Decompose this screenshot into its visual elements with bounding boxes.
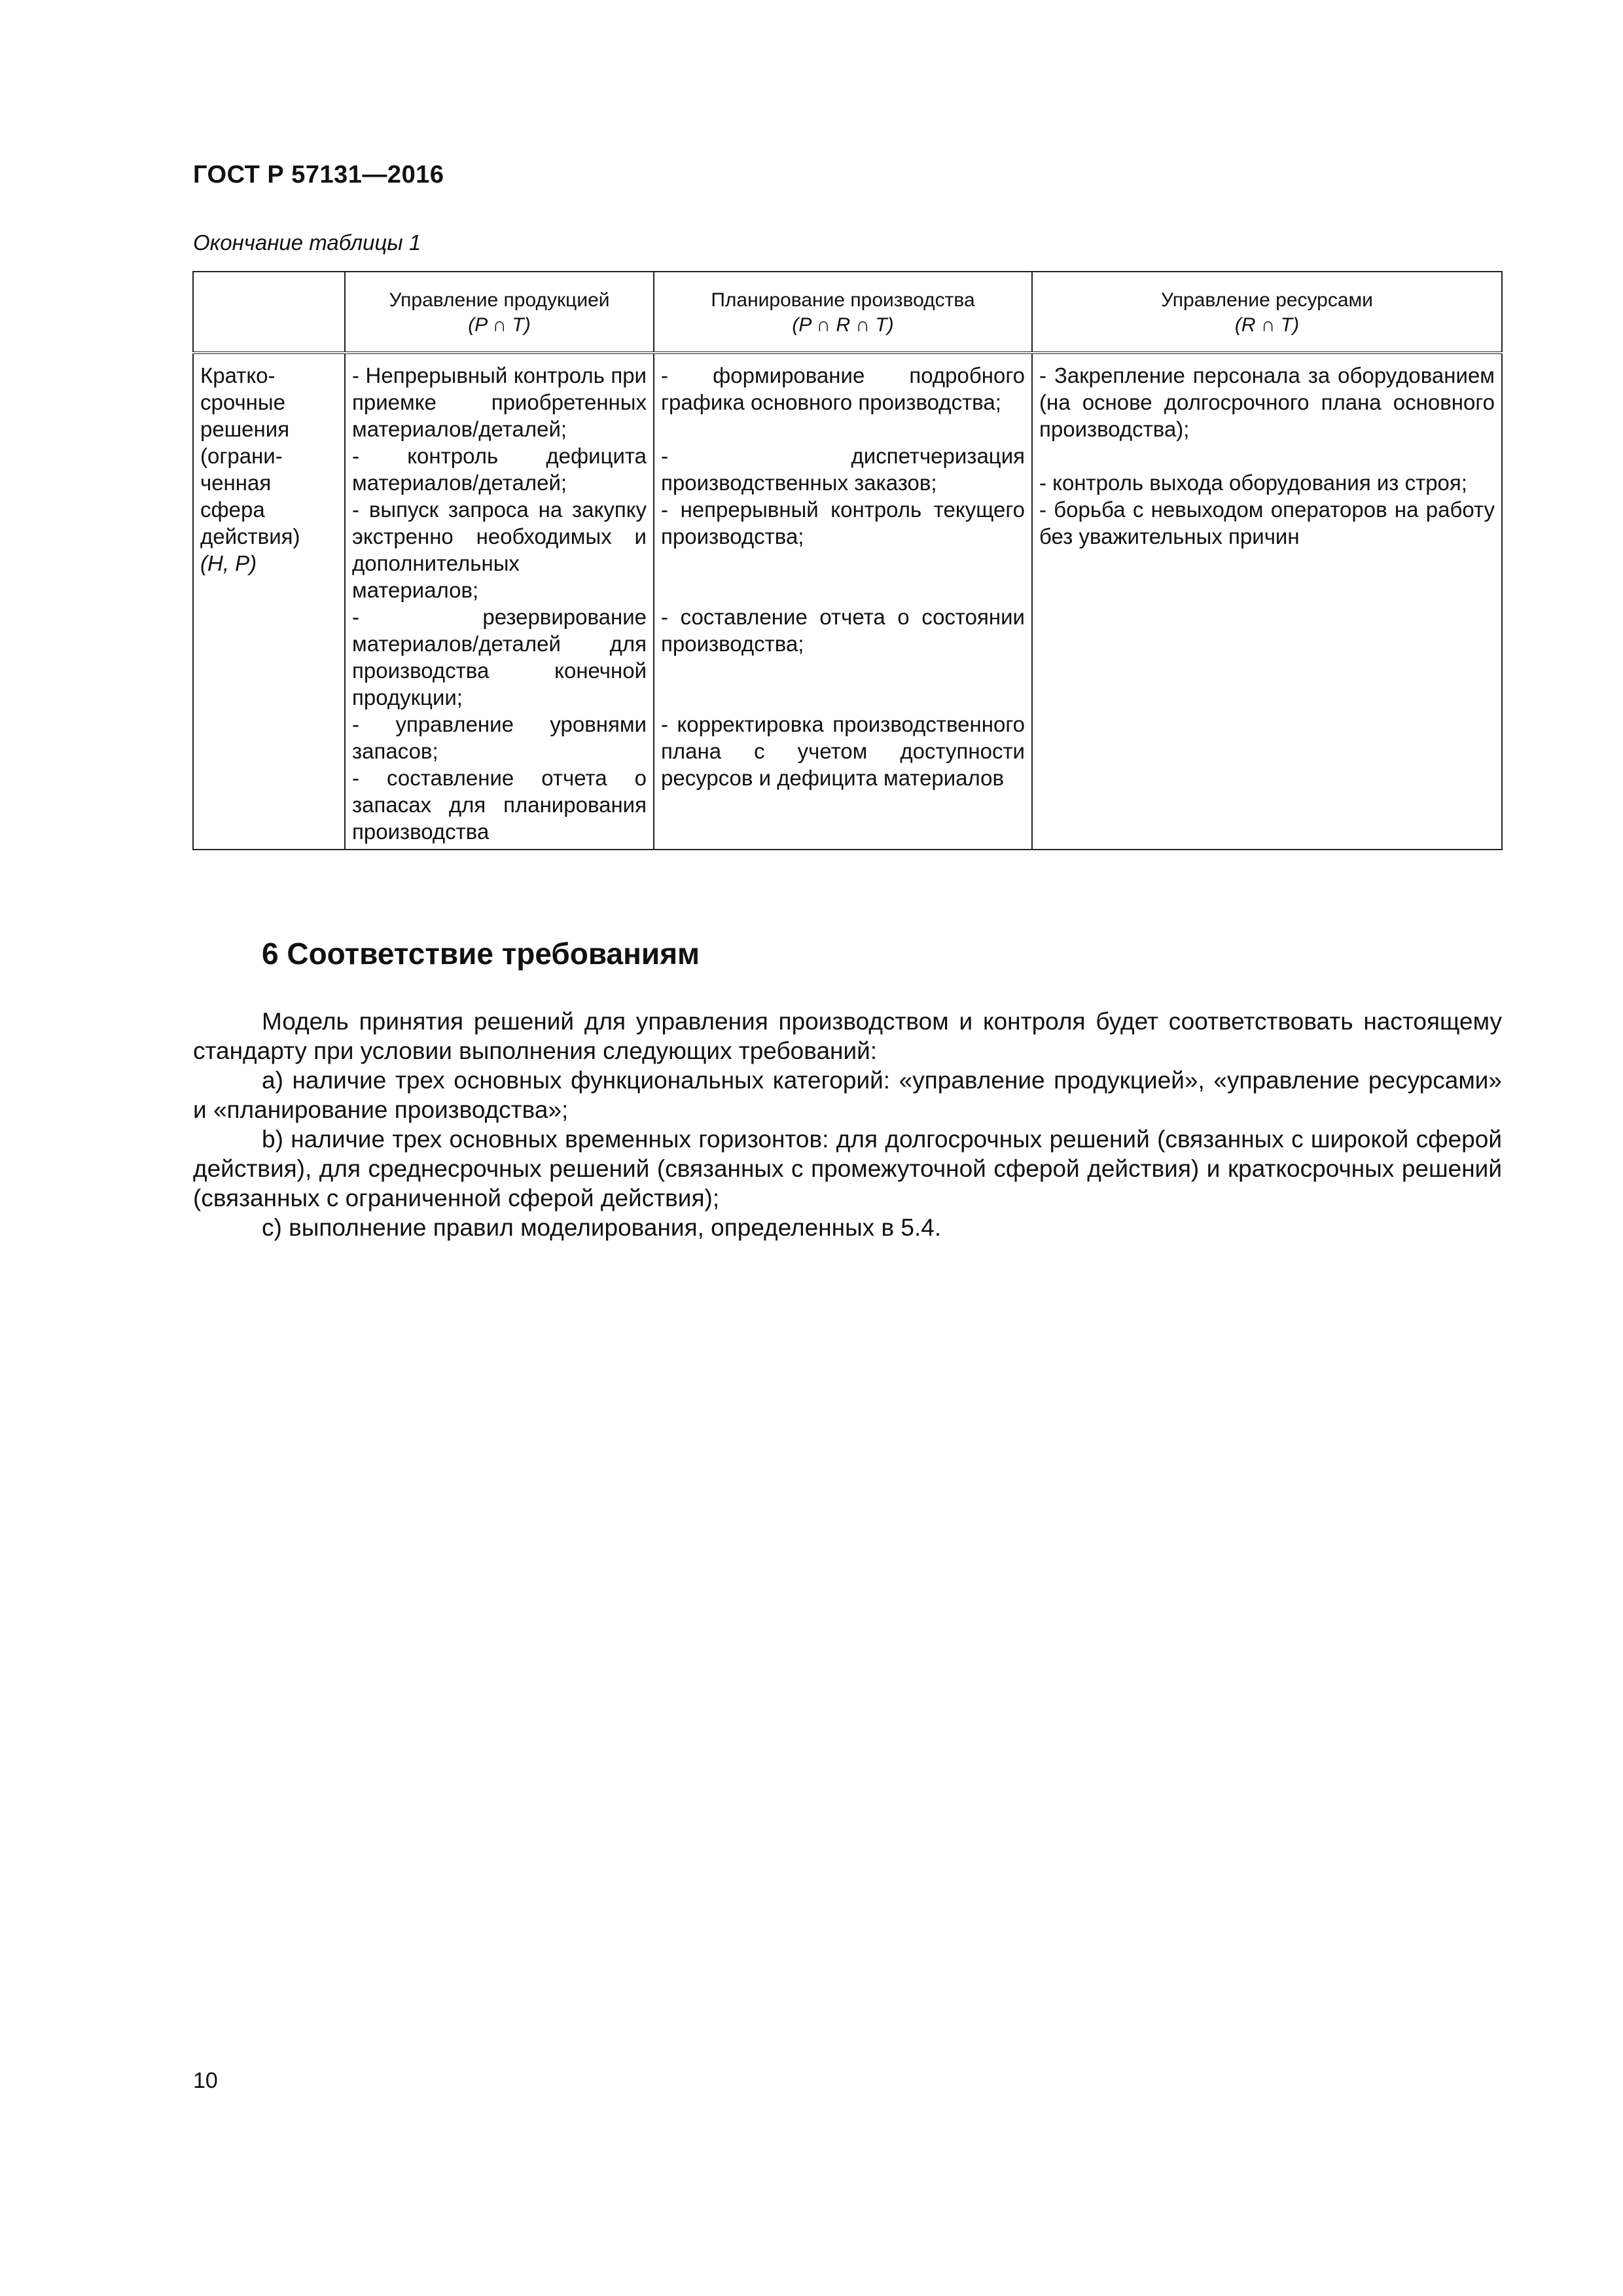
table-header-row xyxy=(193,272,1502,353)
row-label-line: (ограни- xyxy=(200,444,283,468)
row-label-line: срочные xyxy=(200,390,285,414)
list-item: - контроль дефицита материалов/деталей; xyxy=(352,444,647,495)
list-item: - составление отчета о запасах для планирования производства xyxy=(352,766,647,844)
header-production-planning xyxy=(654,272,1032,353)
list-item: - резервирование материалов/деталей для производства конечной продукции; xyxy=(352,605,647,709)
list-item: - непрерывный контроль текущего производства; xyxy=(661,497,1025,548)
list-item: - диспетчеризация производственных заказов; xyxy=(661,444,1025,495)
table-row-short-term xyxy=(193,353,1502,850)
row-label-cell xyxy=(193,353,345,850)
row-label-symbol: (H, P) xyxy=(200,551,257,575)
row-label-line: ченная xyxy=(200,471,272,495)
list-item: - корректировка производственного плана с учетом доступности ресурсов и дефицита материалов xyxy=(661,712,1025,790)
header-resource-management xyxy=(1032,272,1502,353)
header-label: Управление ресурсами xyxy=(1161,289,1373,311)
list-item: - Закрепление персонала за оборудованием (на основе долгосрочного плана основного производства); xyxy=(1039,363,1495,441)
list-item: - управление уровнями запасов; xyxy=(352,712,647,763)
row-label-line: Кратко- xyxy=(200,363,276,387)
header-label: Планирование производства xyxy=(711,289,975,311)
resource-management-cell xyxy=(1032,353,1502,850)
list-item: - контроль выхода оборудования из строя; xyxy=(1039,471,1467,495)
header-symbol: (P ∩ T) xyxy=(468,314,531,336)
page-number: 10 xyxy=(193,2068,218,2093)
header-product-management xyxy=(345,272,654,353)
list-item: - выпуск запроса на закупку экстренно необходимых и дополнительных материалов; xyxy=(352,497,647,602)
list-item-b: b) наличие трех основных временных горизонтов: для долгосрочных решений (связанных с широкой сферой действия), для среднесрочных решений (связанных с промежуточной сферой действия) и краткосрочных решений (связанных с ограниченной сферой действия); xyxy=(193,1126,1502,1211)
table-caption: Окончание таблицы 1 xyxy=(193,230,421,255)
list-item: - формирование подробного графика основного производства; xyxy=(661,363,1025,414)
product-management-cell xyxy=(345,353,654,850)
header-symbol: (R ∩ T) xyxy=(1234,314,1300,336)
list-item: - борьба с невыходом операторов на работу без уважительных причин xyxy=(1039,497,1495,548)
list-item-c: c) выполнение правил моделирования, определенных в 5.4. xyxy=(262,1214,942,1241)
list-item: - Непрерывный контроль при приемке приобретенных материалов/деталей; xyxy=(352,363,647,441)
production-planning-cell xyxy=(654,353,1032,850)
row-label-line: сфера xyxy=(200,497,265,522)
header-symbol: (P ∩ R ∩ T) xyxy=(792,314,894,336)
paragraph: Модель принятия решений для управления производством и контроля будет соответствовать настоящему стандарту при условии выполнения следующих требований: xyxy=(193,1008,1502,1064)
header-label: Управление продукцией xyxy=(389,289,610,311)
row-label-line: действия) xyxy=(200,524,300,548)
list-item-a: a) наличие трех основных функциональных категорий: «управление продукцией», «управление ресурсами» и «планирование производства»; xyxy=(193,1067,1502,1123)
section-heading: 6 Соответствие требованиям xyxy=(262,937,700,971)
row-label-line: решения xyxy=(200,417,290,441)
table-1 xyxy=(192,271,1503,850)
list-item: - составление отчета о состоянии производства; xyxy=(661,605,1025,656)
header-empty-cell xyxy=(193,272,345,353)
section-body xyxy=(193,1007,1502,1242)
document-header: ГОСТ Р 57131—2016 xyxy=(193,161,444,188)
